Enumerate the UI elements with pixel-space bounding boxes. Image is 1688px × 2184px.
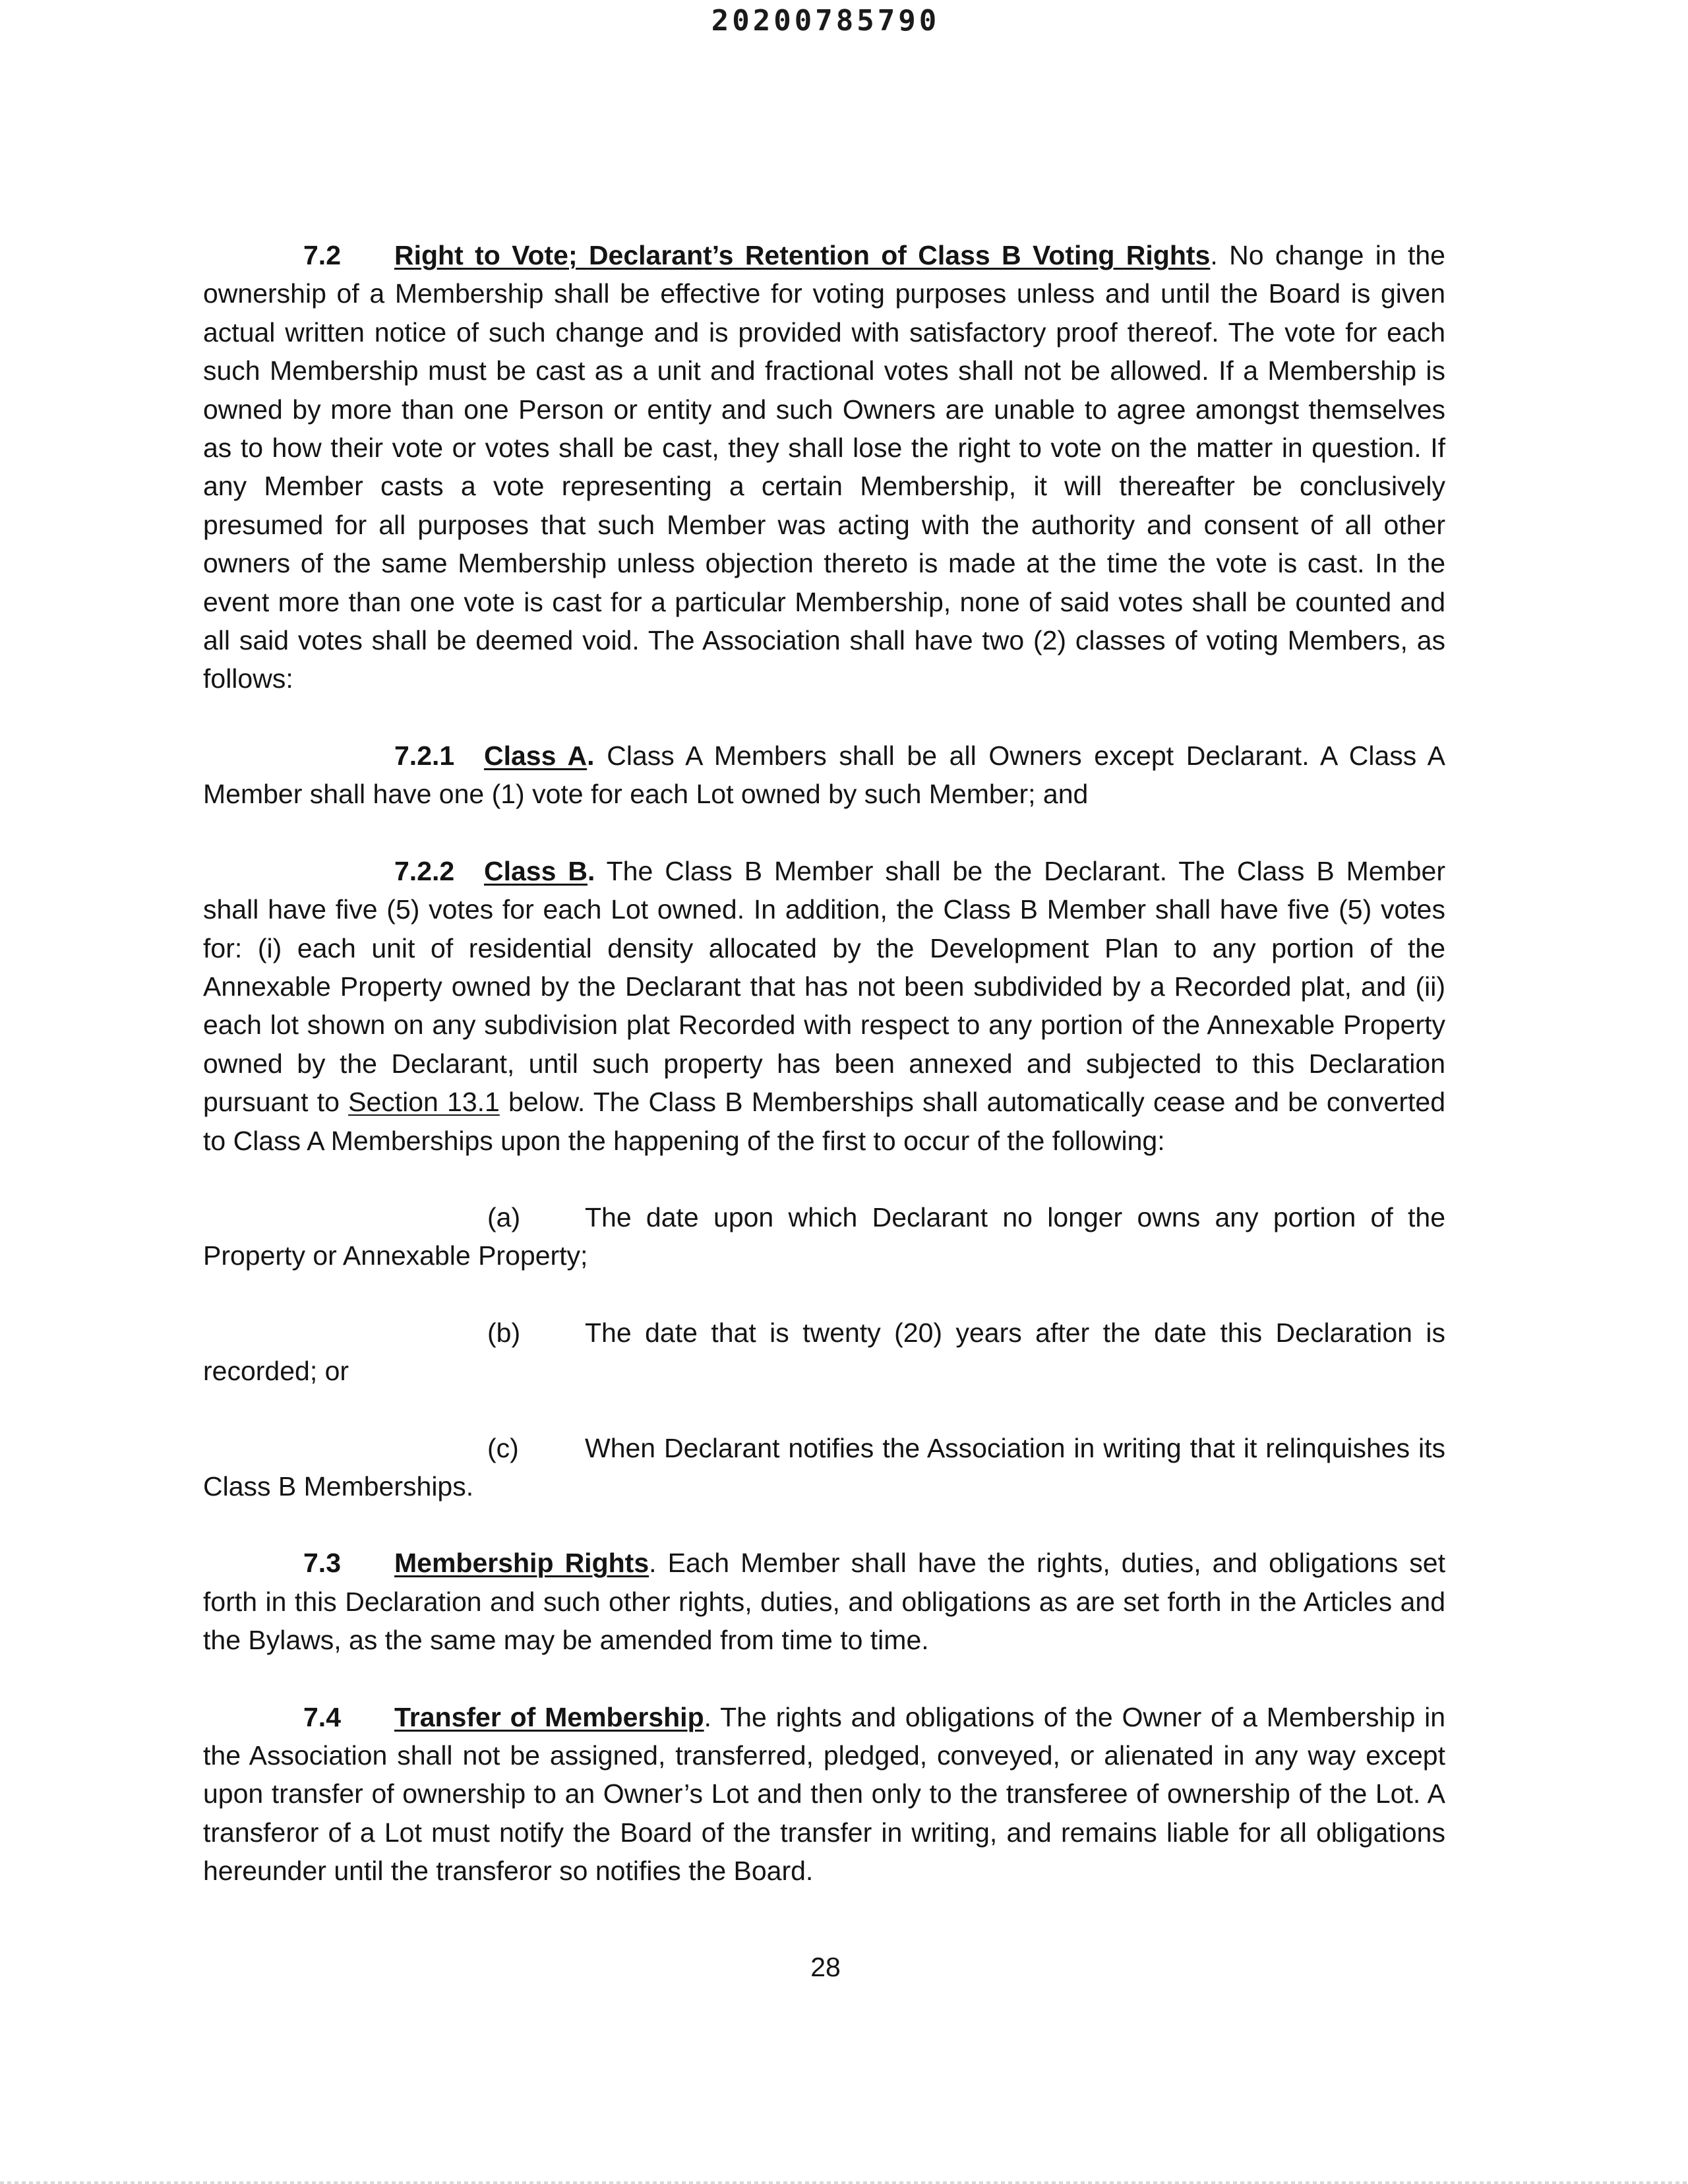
section-7-2 <box>203 236 1445 698</box>
list-marker: (b) <box>487 1317 521 1348</box>
page-number: 28 <box>810 1952 841 1982</box>
section-7-2-2 <box>203 852 1445 1160</box>
section-heading: Class A <box>484 740 588 771</box>
section-number: 7.2.2 <box>394 855 455 886</box>
heading-punctuation: . <box>587 740 595 771</box>
section-number: 7.4 <box>303 1701 341 1732</box>
section-number: 7.2.1 <box>394 740 455 771</box>
list-item-c <box>203 1429 1445 1506</box>
section-reference-link: Section 13.1 <box>348 1087 500 1118</box>
section-heading: Right to Vote; Declarant’s Retention of Class B Voting Rights <box>394 240 1211 270</box>
document-number: 20200785790 <box>711 4 940 38</box>
list-marker: (a) <box>487 1201 521 1232</box>
list-marker: (c) <box>487 1432 519 1463</box>
heading-punctuation: . <box>1210 240 1218 270</box>
heading-punctuation: . <box>587 855 595 886</box>
section-number: 7.3 <box>303 1548 341 1579</box>
document-body <box>203 236 1445 1929</box>
section-7-2-1 <box>203 737 1445 814</box>
heading-punctuation: . <box>704 1701 712 1732</box>
section-7-3 <box>203 1544 1445 1659</box>
section-text: Each Member shall have the rights, duties, and obligations set forth in this Declaration and such other rights, duties, and obligations as are set forth in the Articles and the Bylaws, as the same may be amended from time to time. <box>203 1548 1445 1656</box>
scan-edge-divider <box>0 2181 1688 2184</box>
list-item-text: When Declarant notifies the Association in writing that it relinquishes its Class B Memberships. <box>203 1432 1445 1502</box>
list-item-a <box>203 1198 1445 1275</box>
section-heading: Class B <box>484 855 588 886</box>
heading-punctuation: . <box>649 1548 657 1579</box>
list-item-text: The date that is twenty (20) years after the date this Declaration is recorded; or <box>203 1317 1445 1387</box>
list-item-text: The date upon which Declarant no longer owns any portion of the Property or Annexable Property; <box>203 1201 1445 1271</box>
section-text: The rights and obligations of the Owner of a Membership in the Association shall not be assigned, transferred, pledged, conveyed, or alienated in any way except upon transfer of ownership to an Owner’s Lot and then only to the transferee of ownership of the Lot. A transferor of a Lot must notify the Board of the transfer in writing, and remains liable for all obligations hereunder until the transferor so notifies the Board. <box>203 1701 1445 1887</box>
section-text: No change in the ownership of a Membership shall be effective for voting purposes unless and until the Board is given actual written notice of such change and is provided with satisfactory proof thereof. The vote for each such Membership must be cast as a unit and fractional votes shall not be allowed. If a Membership is owned by more than one Person or entity and such Owners are unable to agree amongst themselves as to how their vote or votes shall be cast, they shall lose the right to vote on the matter in question. If any Member casts a vote representing a certain Membership, it will thereafter be conclusively presumed for all purposes that such Member was acting with the authority and consent of all other owners of the same Membership unless objection thereto is made at the time the vote is cast. In the event more than one vote is cast for a particular Membership, none of said votes shall be counted and all said votes shall be deemed void. The Association shall have two (2) classes of voting Members, as follows: <box>203 240 1445 694</box>
section-text: The Class B Member shall be the Declarant. The Class B Member shall have five (5) votes for each Lot owned. In addition, the Class B Member shall have five (5) votes for: (i) each unit of residential density allocated by the Development Plan to any portion of the Annexable Property owned by the Declarant that has not been subdivided by a Recorded plat, and (ii) each lot shown on any subdivision plat Recorded with respect to any portion of the Annexable Property owned by the Declarant, until such property has been annexed and subjected to this Declaration pursuant to <box>203 855 1445 1118</box>
list-item-b <box>203 1314 1445 1391</box>
section-text-continued: below. The Class B Memberships shall automatically cease and be converted to Class A Memberships upon the happening of the first to occur of the following: <box>203 1087 1445 1156</box>
section-heading: Transfer of Membership <box>394 1701 704 1732</box>
section-text: Class A Members shall be all Owners except Declarant. A Class A Member shall have one (1) vote for each Lot owned by such Member; and <box>203 740 1445 810</box>
section-heading: Membership Rights <box>394 1548 649 1579</box>
section-number: 7.2 <box>303 240 341 270</box>
section-7-4 <box>203 1698 1445 1891</box>
